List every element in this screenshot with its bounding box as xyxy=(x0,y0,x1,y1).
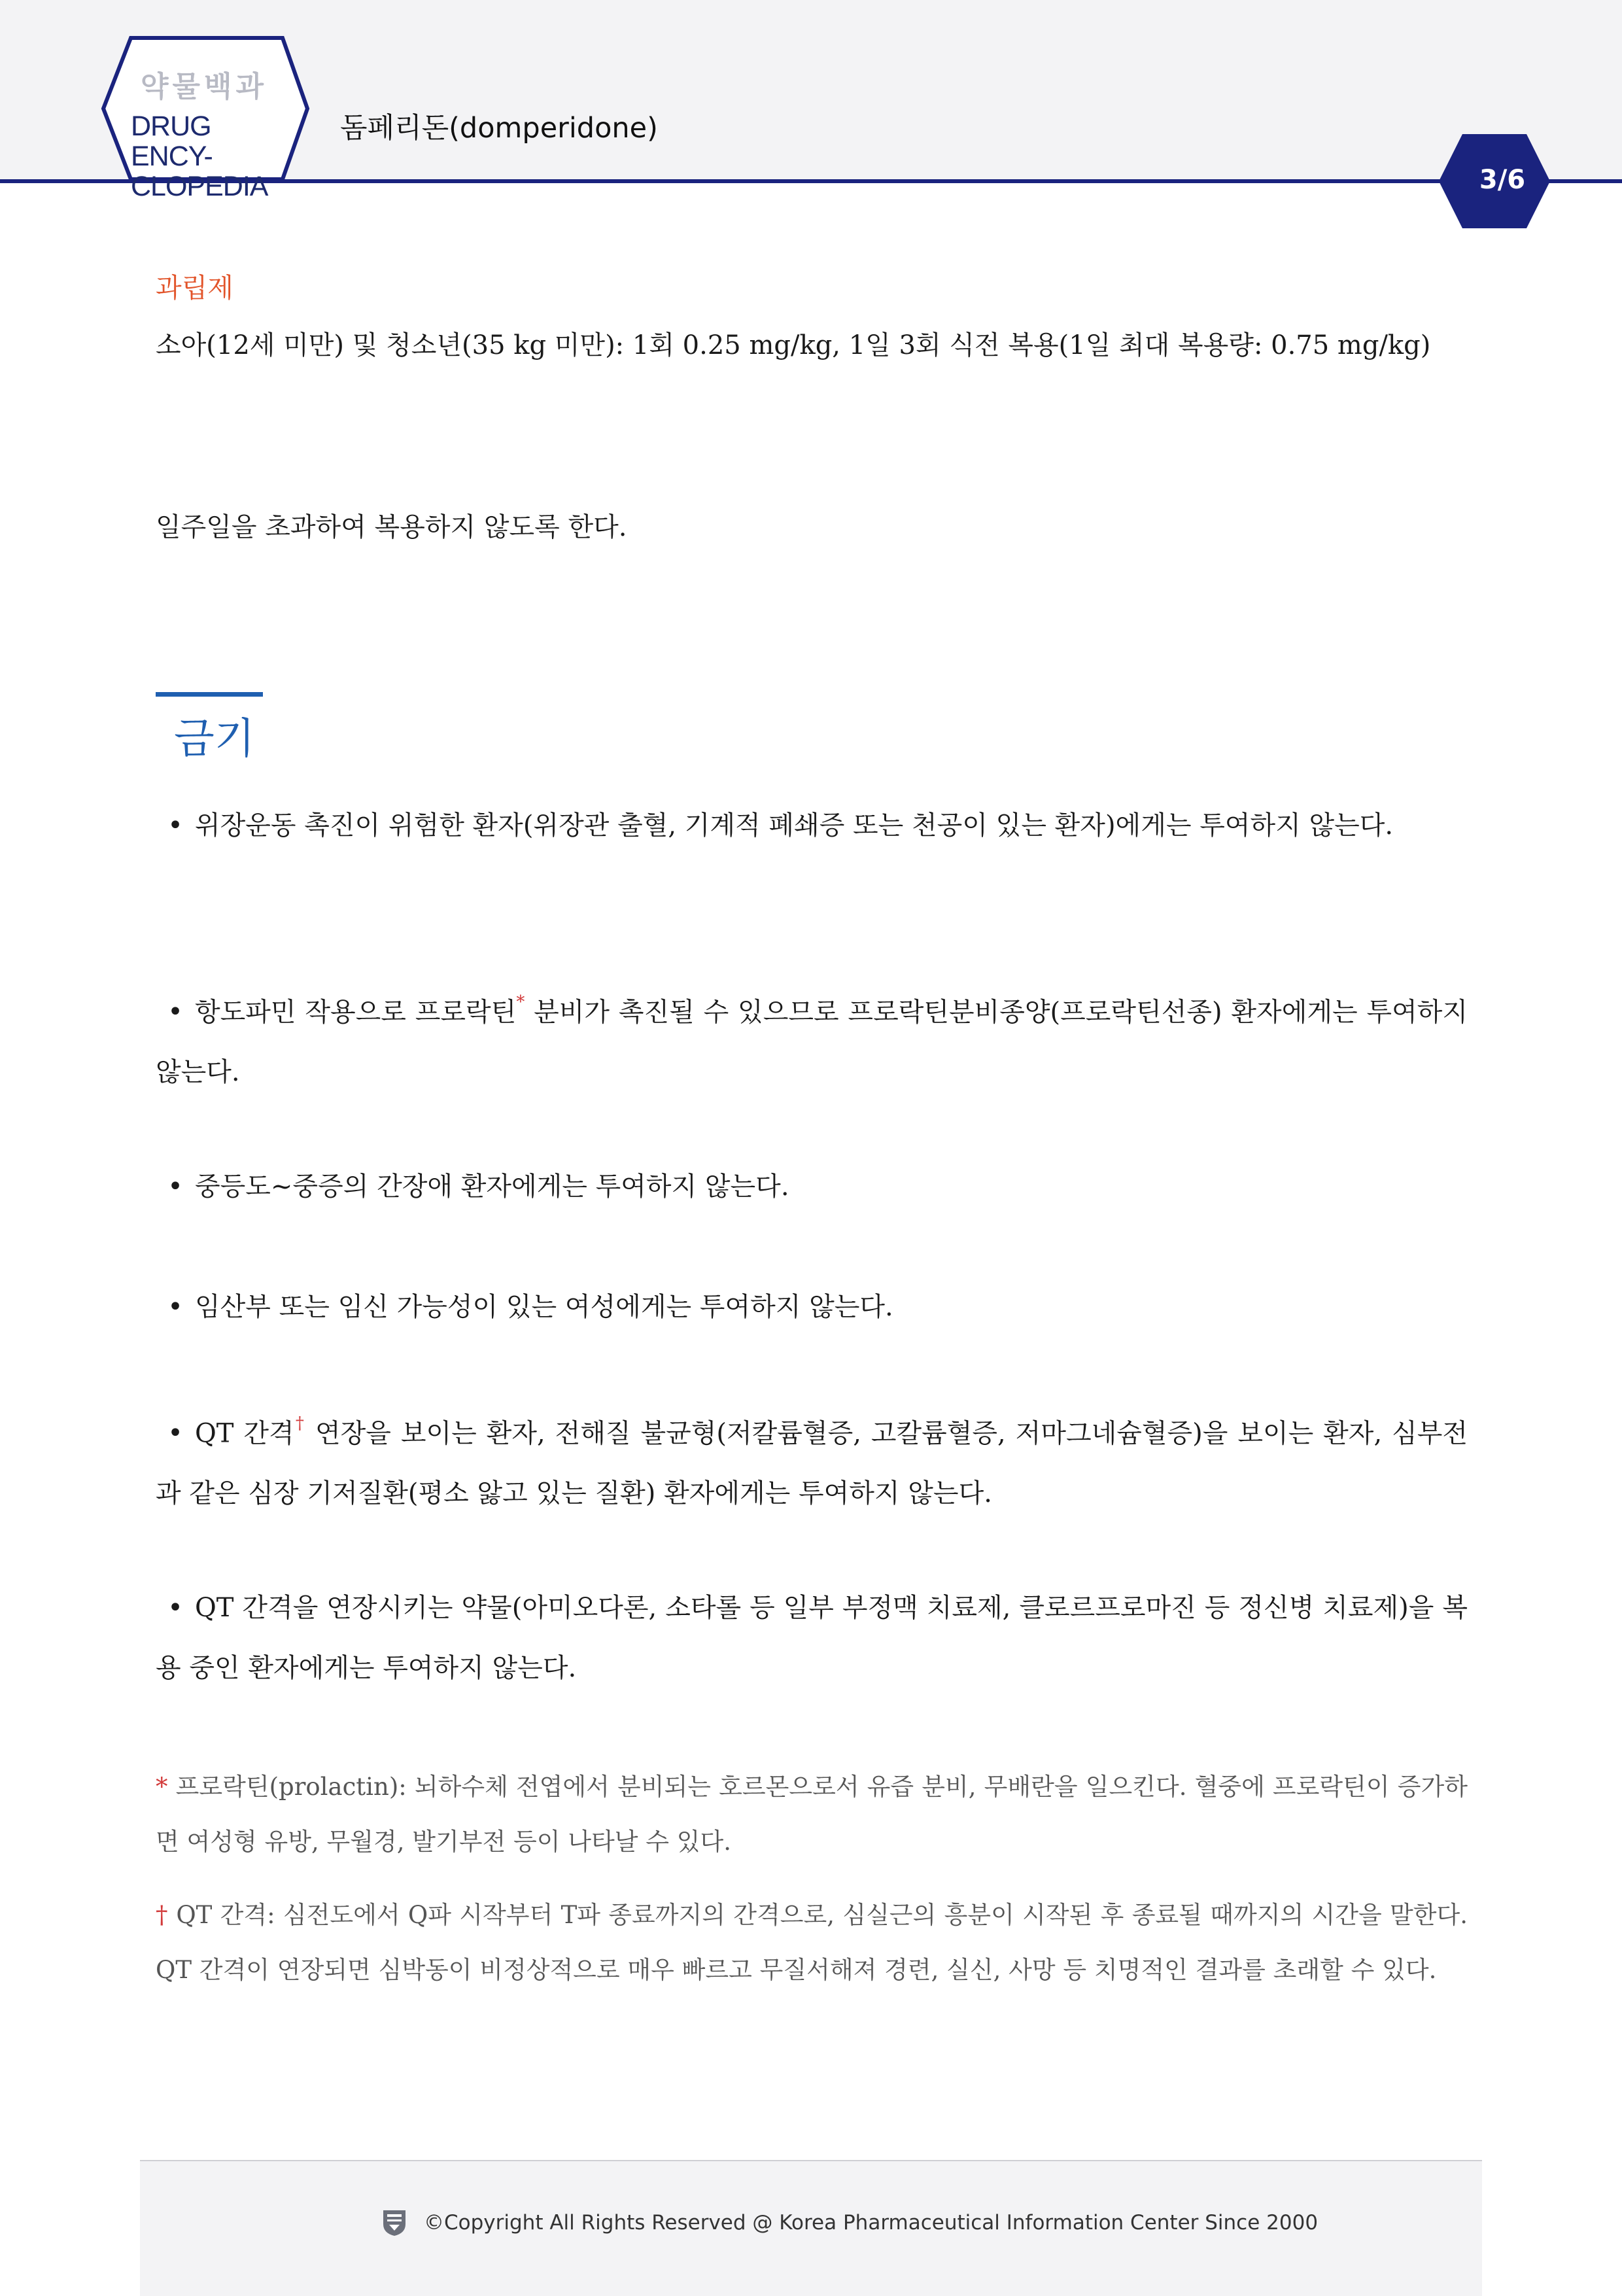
brand-english xyxy=(131,111,288,201)
item-text: 위장운동 촉진이 위험한 환자(위장관 출혈, 기계적 폐쇄증 또는 천공이 있는 환자)에게는 투여하지 않는다. xyxy=(195,810,1394,841)
bullet-glyph: • xyxy=(167,1593,183,1623)
item-text: QT 간격을 연장시키는 약물(아미오다론, 소타롤 등 일부 부정맥 치료제, 클로르프로마진 등 정신병 치료제)을 복용 중인 환자에게는 투여하지 않는다. xyxy=(156,1593,1468,1683)
item-text: QT 간격 xyxy=(195,1418,294,1449)
brand-english-line2: CLOPEDIA xyxy=(131,171,268,202)
bullet-glyph: • xyxy=(167,1292,183,1322)
brand-korean: 약물백과 xyxy=(140,70,267,103)
item-text: 항도파민 작용으로 프로락틴 xyxy=(195,997,517,1028)
duration-limit-text: 일주일을 초과하여 복용하지 않도록 한다. xyxy=(156,512,627,542)
item-text: 중등도~중증의 간장애 환자에게는 투여하지 않는다. xyxy=(195,1172,789,1202)
footnote-mark: † xyxy=(156,1901,169,1929)
section-title: 금기 xyxy=(174,715,255,763)
list-item xyxy=(156,976,1468,1102)
footnote-qt-interval xyxy=(156,1888,1468,1998)
document-title: 돔페리돈(domperidone) xyxy=(340,112,658,145)
bullet-glyph: • xyxy=(167,1418,183,1449)
brand-english-line1: DRUG ENCY- xyxy=(131,111,213,172)
list-item xyxy=(156,795,1468,856)
bullet-glyph: • xyxy=(167,1172,183,1202)
item-text-continued: 분비가 촉진될 수 있으므로 프로락틴분비종양(프로락틴선종) 환자에게는 투여하지 않는다. xyxy=(156,997,1468,1088)
footnote-text: QT 간격: 심전도에서 Q파 시작부터 T파 종료까지의 간격으로, 심실근의 흥분이 시작된 후 종료될 때까지의 시간을 말한다. QT 간격이 연장되면 심박동이 비정상적으로 매우 빠르고 무질서해져 경련, 실신, 사망 등 치명적인 결과를 초래할 수 있다. xyxy=(156,1901,1468,1984)
footnote-mark-dagger: † xyxy=(294,1414,306,1433)
list-item xyxy=(156,1578,1468,1698)
copyright-text: ©Copyright All Rights Reserved @ Korea Pharmaceutical Information Center Since 2000 xyxy=(424,2211,1319,2235)
footnote-mark: * xyxy=(156,1773,168,1801)
footnote-mark-asterisk: * xyxy=(516,992,525,1012)
page-number: 3/6 xyxy=(1479,165,1526,195)
footnote-text: 프로락틴(prolactin): 뇌하수체 전엽에서 분비되는 호르몬으로서 유즙 분비, 무배란을 일으킨다. 혈중에 프로락틴이 증가하면 여성형 유방, 무월경, 발기부전 등이 나타날 수 있다. xyxy=(156,1773,1468,1856)
item-text-continued: 연장을 보이는 환자, 전해질 불균형(저칼륨혈증, 고칼륨혈증, 저마그네슘혈증)을 보이는 환자, 심부전과 같은 심장 기저질환(평소 앓고 있는 질환) 환자에게는 투여하지 않는다. xyxy=(156,1418,1468,1509)
list-item xyxy=(156,1277,1468,1337)
bullet-glyph: • xyxy=(167,810,183,841)
bullet-glyph: • xyxy=(167,997,183,1028)
dose-text: 소아(12세 미만) 및 청소년(35 kg 미만): 1회 0.25 mg/kg, 1일 3회 식전 복용(1일 최대 복용량: 0.75 mg/kg) xyxy=(156,330,1431,360)
list-item xyxy=(156,1397,1468,1523)
shield-crest-icon xyxy=(381,2208,407,2237)
footnote-prolactin xyxy=(156,1760,1468,1870)
item-text: 임산부 또는 임신 가능성이 있는 여성에게는 투여하지 않는다. xyxy=(195,1292,893,1322)
list-item xyxy=(156,1157,1468,1217)
section-accent-bar xyxy=(156,692,263,697)
dosage-subheading: 과립제 xyxy=(156,272,233,304)
